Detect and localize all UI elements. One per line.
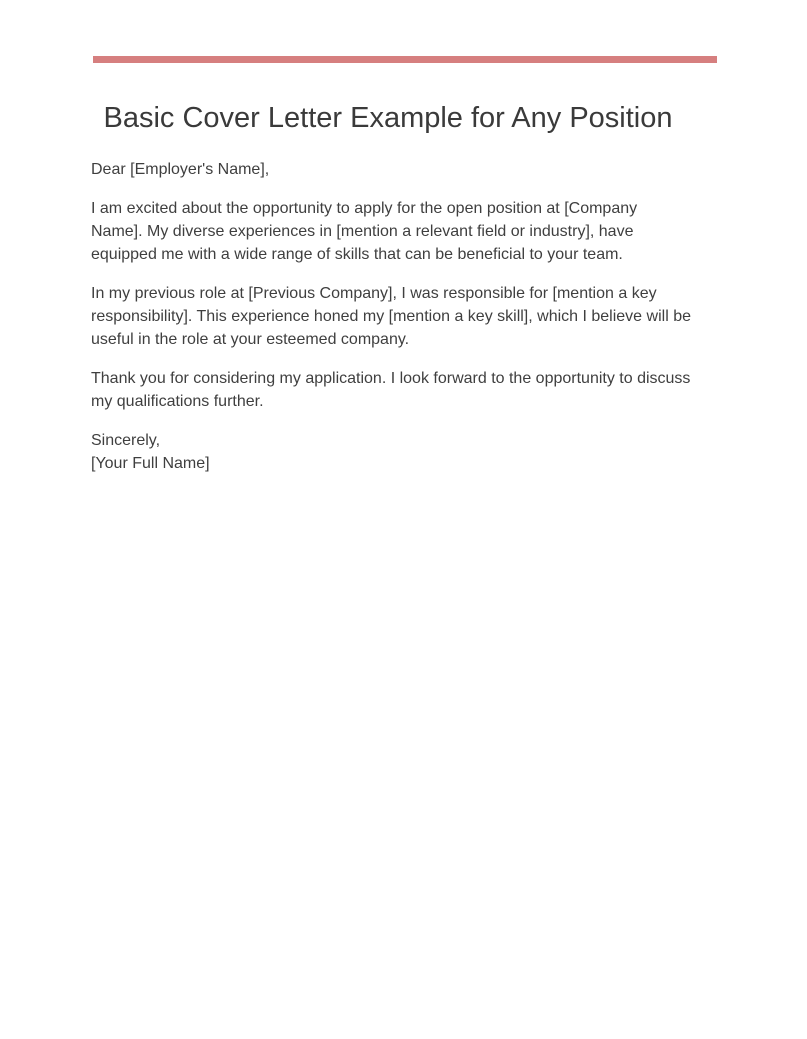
closing: Sincerely, [91,432,161,449]
signature: [Your Full Name] [91,455,210,472]
salutation: Dear [Employer's Name], [91,161,270,178]
letter-body [91,158,691,475]
paragraph-experience: In my previous role at [Previous Company], I was responsible for [mention a key responsibility]. This experience honed my [mention a key skill], which I believe will be useful in the role at your esteemed company. [91,285,691,348]
document-title: Basic Cover Letter Example for Any Position [103,102,673,134]
accent-bar [93,56,717,63]
paragraph-thanks: Thank you for considering my application. I look forward to the opportunity to discuss my qualifications further. [91,370,691,410]
paragraph-intro: I am excited about the opportunity to apply for the open position at [Company Name]. My diverse experiences in [mention a relevant field or industry], have equipped me with a wide range of skills that can be beneficial to your team. [91,200,638,263]
